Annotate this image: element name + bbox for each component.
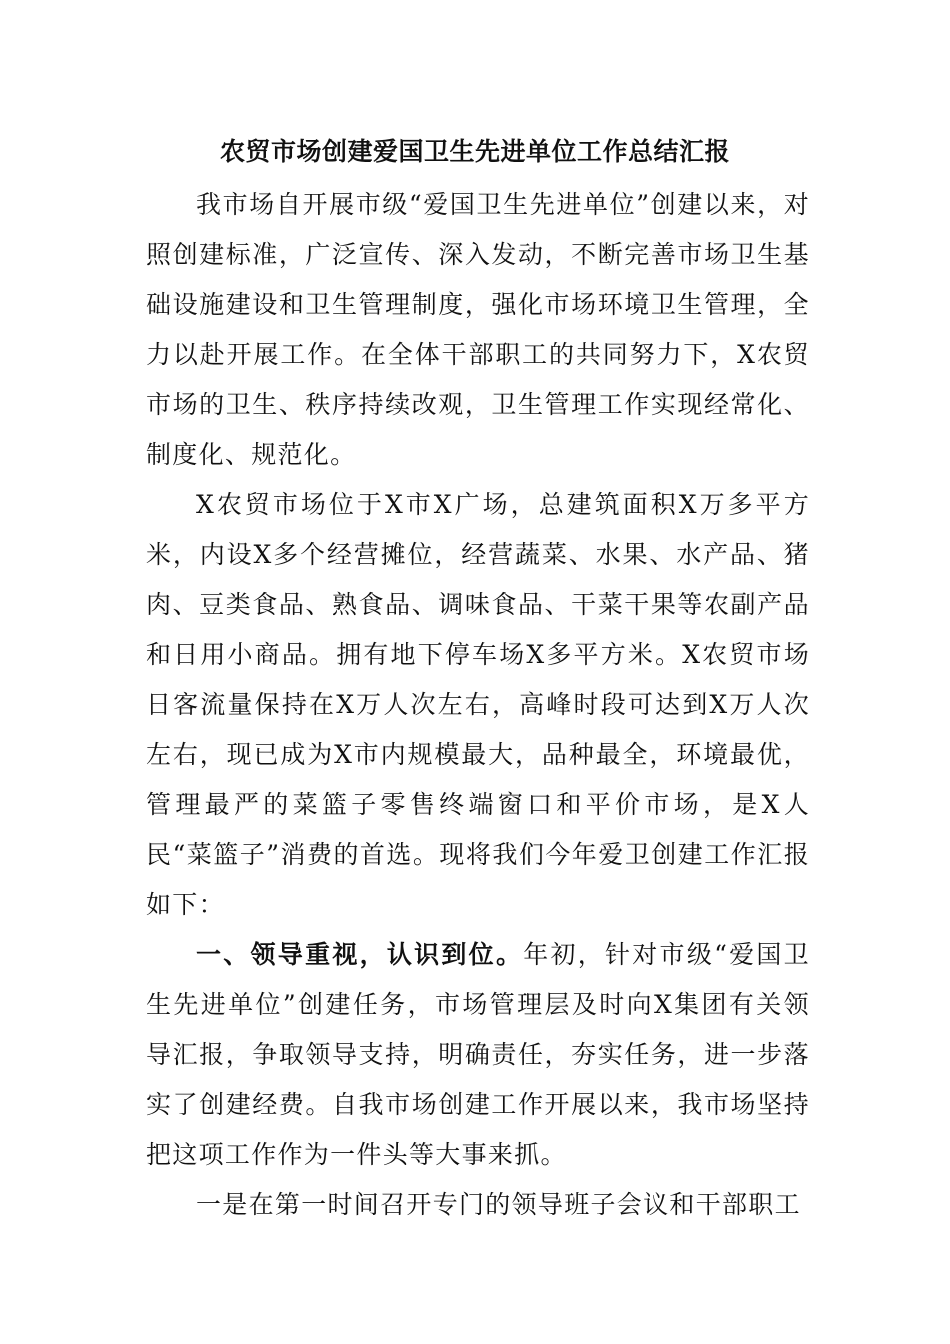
paragraph-text: 年初，针对市级“爱国卫生先进单位”创建任务，市场管理层及时向X集团有关领导汇报，争取领导支持，明确责任，夯实任务，进一步落实了创建经费。自我市场创建工作开展以来，我市场坚持把这项工作作为一件头等大事来抓。	[146, 940, 810, 1169]
paragraph-text: 我市场自开展市级“爱国卫生先进单位”创建以来，对照创建标准，广泛宣传、深入发动，不断完善市场卫生基础设施建设和卫生管理制度，强化市场环境卫生管理，全力以赴开展工作。在全体干部职工的共同努力下，X农贸市场的卫生、秩序持续改观，卫生管理工作实现经常化、制度化、规范化。	[146, 190, 810, 469]
paragraph-text: 一是在第一时间召开专门的领导班子会议和干部职工	[196, 1190, 801, 1219]
document-body	[146, 180, 810, 1230]
paragraph-section-one	[146, 930, 810, 1180]
document-title: 农贸市场创建爱国卫生先进单位工作总结汇报	[219, 137, 730, 166]
paragraph-intro	[146, 180, 810, 480]
section-heading: 一、领导重视，认识到位。	[196, 940, 524, 969]
paragraph-text: X农贸市场位于X市X广场，总建筑面积X万多平方米，内设X多个经营摊位，经营蔬菜、水果、水产品、猪肉、豆类食品、熟食品、调味食品、干菜干果等农副产品和日用小商品。拥有地下停车场X多平方米。X农贸市场日客流量保持在X万人次左右，高峰时段可达到X万人次左右，现已成为X市内规模最大，品种最全，环境最优，管理最严的菜篮子零售终端窗口和平价市场，是X人民“菜篮子”消费的首选。现将我们今年爱卫创建工作汇报如下：	[146, 490, 810, 919]
paragraph-market-overview	[146, 480, 810, 930]
paragraph-point-one	[146, 1180, 810, 1230]
